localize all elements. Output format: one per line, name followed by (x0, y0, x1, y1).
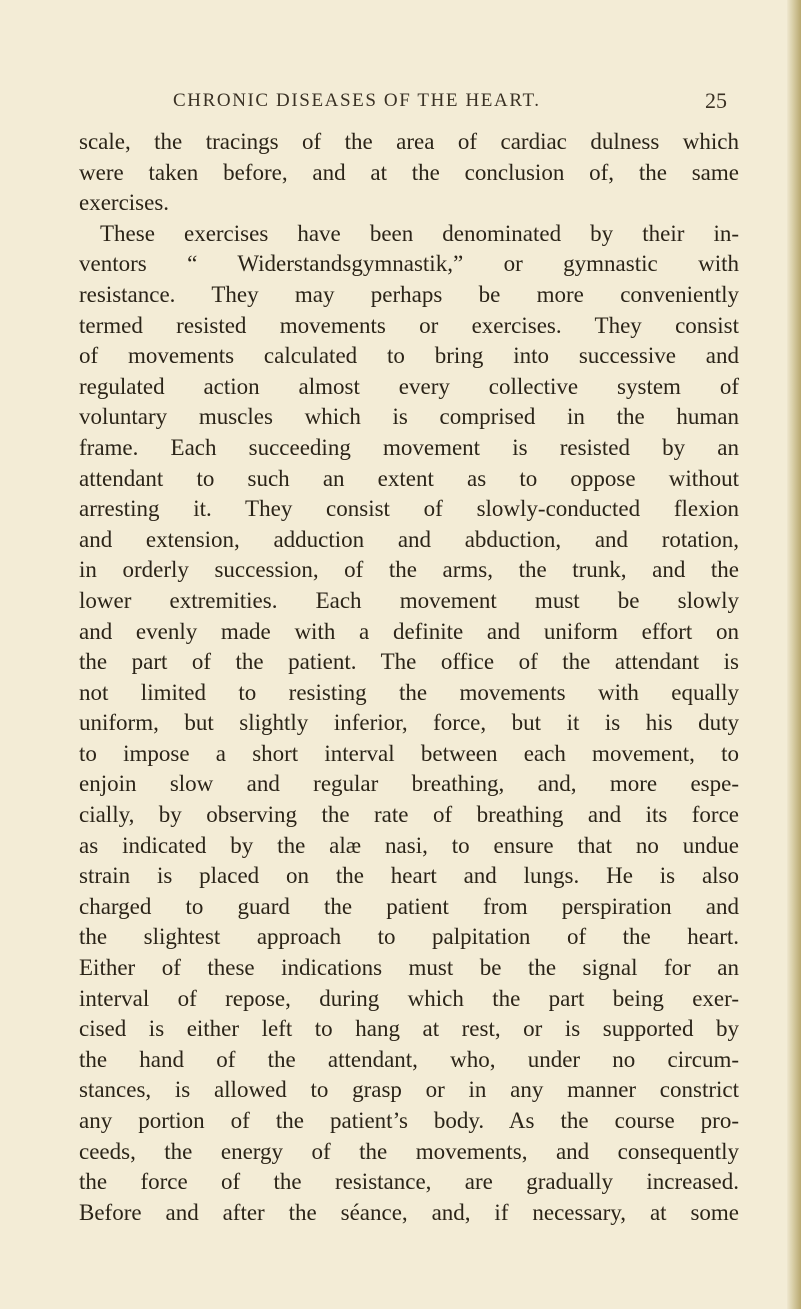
page-edge-shadow (787, 0, 801, 1309)
text-line: uniform, but slightly inferior, force, but it is his duty (79, 710, 739, 736)
text-line: resistance. They may perhaps be more conveniently (79, 281, 739, 307)
text-line: any portion of the patient’s body. As the course pro- (79, 1108, 739, 1133)
text-line: the hand of the attendant, who, under no circum- (79, 1046, 739, 1072)
text-line: the force of the resistance, are gradually increased. (79, 1169, 739, 1195)
text-line: arresting it. They consist of slowly-conducted flexion (79, 496, 739, 522)
text-line: in orderly succession, of the arms, the trunk, and the (79, 557, 739, 583)
text-line: as indicated by the alæ nasi, to ensure that no undue (79, 832, 739, 858)
text-line: and evenly made with a definite and uniform effort on (79, 618, 739, 644)
text-line: Before and after the séance, and, if necessary, at some (79, 1199, 739, 1225)
body-text (79, 127, 739, 1228)
text-line: enjoin slow and regular breathing, and, more espe- (79, 771, 739, 797)
text-line: strain is placed on the heart and lungs. He is also (79, 863, 739, 889)
text-line: cised is either left to hang at rest, or is supported by (79, 1016, 739, 1042)
text-line: charged to guard the patient from perspiration and (79, 893, 739, 919)
page-header (79, 88, 733, 120)
text-line: of movements calculated to bring into successive and (79, 343, 739, 369)
text-line: and extension, adduction and abduction, and rotation, (79, 526, 739, 552)
text-line: These exercises have been denominated by their in- (100, 220, 739, 246)
text-line: termed resisted movements or exercises. They consist (79, 312, 739, 338)
text-line: frame. Each succeeding movement is resisted by an (79, 434, 739, 460)
text-line: attendant to such an extent as to oppose without (79, 465, 739, 491)
running-head: CHRONIC DISEASES OF THE HEART. (173, 90, 541, 111)
text-line: interval of repose, during which the part being exer- (79, 985, 739, 1011)
text-line: were taken before, and at the conclusion of, the same (79, 159, 739, 185)
text-line: lower extremities. Each movement must be slowly (79, 587, 739, 613)
text-line: ceeds, the energy of the movements, and consequently (79, 1138, 739, 1164)
text-line: stances, is allowed to grasp or in any manner constrict (79, 1077, 739, 1103)
text-line: the slightest approach to palpitation of the heart. (79, 924, 739, 950)
text-line: not limited to resisting the movements with equally (79, 679, 739, 705)
text-line: scale, the tracings of the area of cardiac dulness which (79, 129, 739, 154)
text-line: cially, by observing the rate of breathing and its force (79, 802, 739, 828)
text-line: exercises. (79, 190, 170, 216)
text-line: ventors “ Widerstandsgymnastik,” or gymnastic with (79, 251, 739, 277)
text-line: regulated action almost every collective system of (79, 373, 739, 399)
text-line: voluntary muscles which is comprised in the human (79, 404, 739, 430)
page-number: 25 (705, 88, 727, 113)
text-line: the part of the patient. The office of the attendant is (79, 649, 739, 675)
text-line: Either of these indications must be the signal for an (79, 955, 739, 981)
text-line: to impose a short interval between each movement, to (79, 740, 739, 766)
